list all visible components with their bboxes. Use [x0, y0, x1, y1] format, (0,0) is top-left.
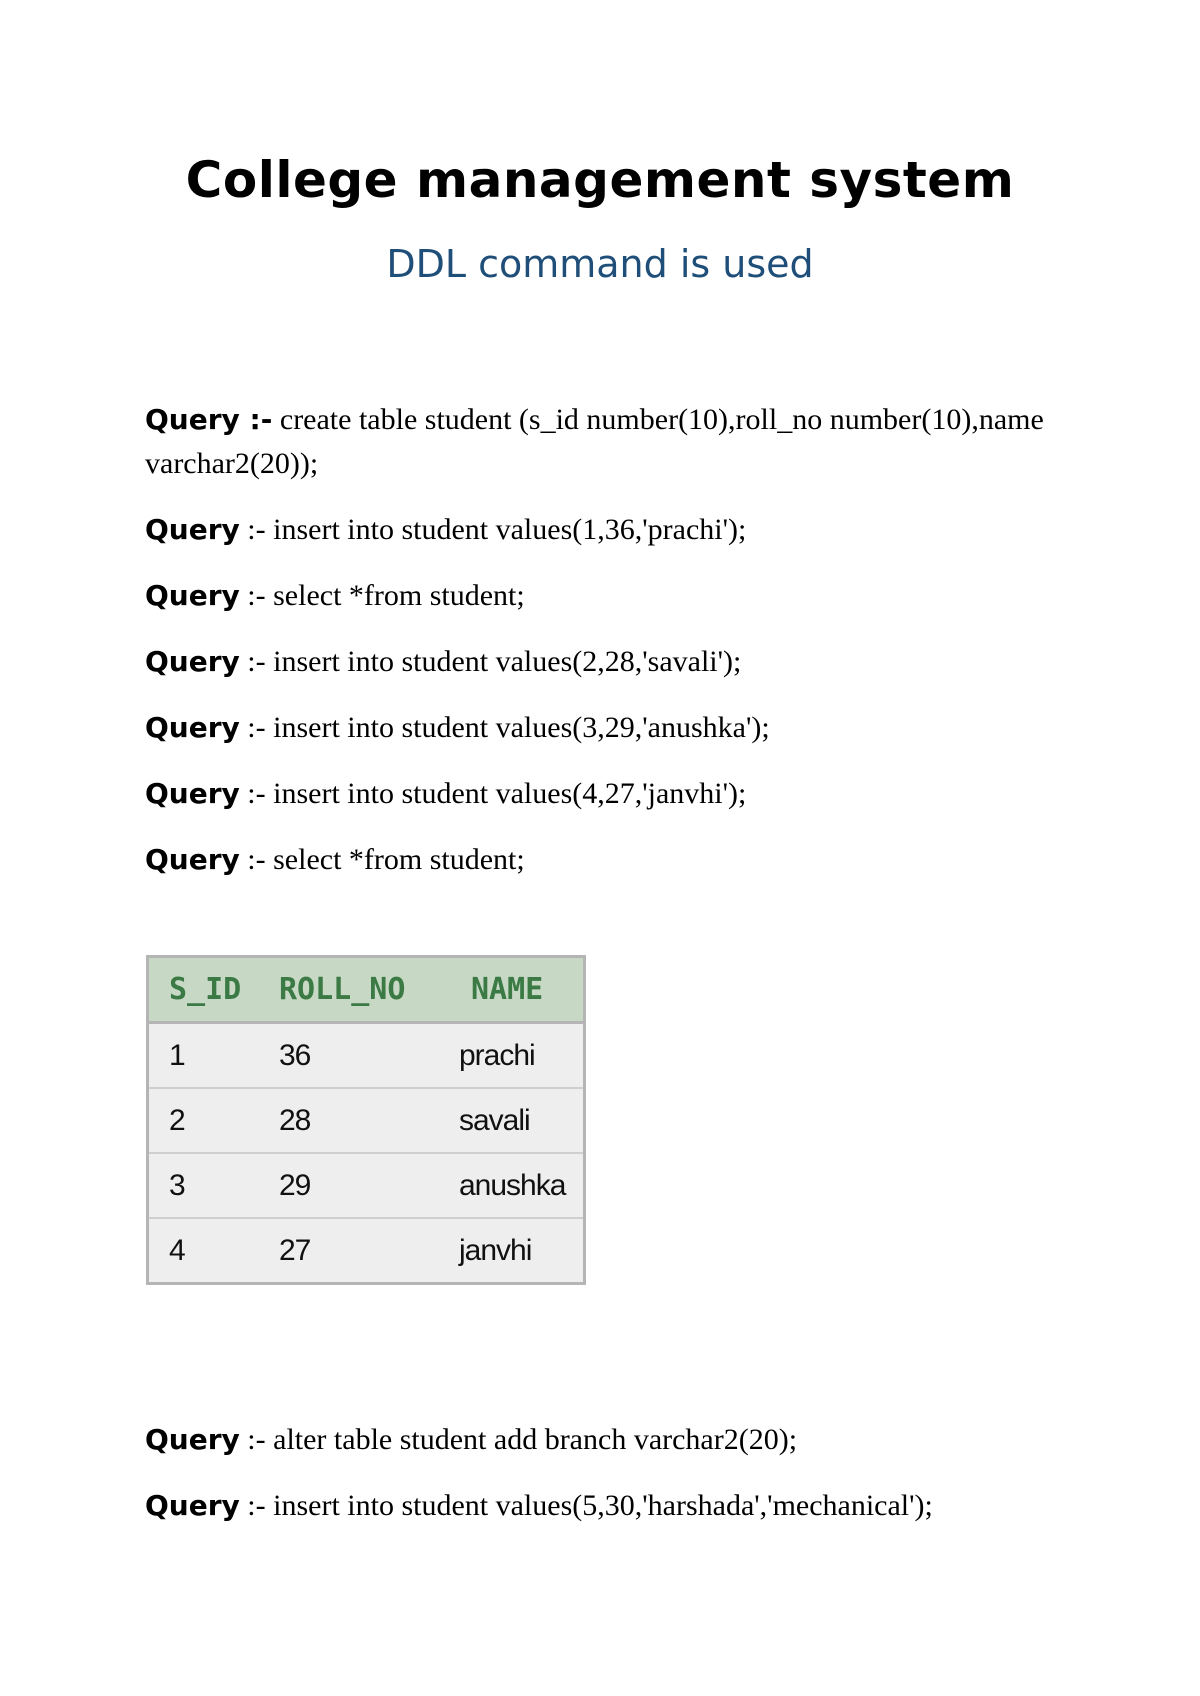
table-cell: prachi	[439, 1023, 585, 1089]
query-line	[145, 772, 1065, 816]
table-row	[148, 1218, 585, 1284]
query-line	[145, 838, 1065, 882]
page-title: College management system	[185, 151, 1015, 209]
query-separator: :-	[239, 1489, 266, 1522]
result-table	[146, 955, 586, 1285]
query-text: insert into student values(2,28,'savali');	[265, 645, 742, 678]
table-header-row	[148, 957, 585, 1023]
table-cell: 4	[148, 1218, 260, 1284]
query-separator: :-	[239, 403, 273, 436]
table-cell: 3	[148, 1153, 260, 1218]
column-header-roll-no: ROLL_NO	[259, 957, 439, 1023]
query-line	[145, 1484, 1065, 1528]
table-cell: 2	[148, 1088, 260, 1153]
query-separator: :-	[239, 777, 266, 810]
query-line	[145, 1418, 1065, 1462]
query-label: Query	[145, 777, 240, 810]
query-label: Query	[145, 843, 240, 876]
query-text: select *from student;	[265, 843, 525, 876]
table-cell: 28	[259, 1088, 439, 1153]
query-label: Query	[145, 403, 240, 436]
query-text: insert into student values(5,30,'harshada','mechanical');	[265, 1489, 933, 1522]
column-header-s-id: S_ID	[148, 957, 260, 1023]
query-label: Query	[145, 1489, 240, 1522]
query-separator: :-	[239, 1423, 266, 1456]
table-cell: 29	[259, 1153, 439, 1218]
query-text: select *from student;	[265, 579, 525, 612]
query-separator: :-	[239, 711, 266, 744]
query-line	[145, 574, 1065, 618]
column-header-name: NAME	[439, 957, 585, 1023]
table-cell: janvhi	[439, 1218, 585, 1284]
table-cell: 27	[259, 1218, 439, 1284]
query-line	[145, 640, 1065, 684]
query-label: Query	[145, 579, 240, 612]
query-separator: :-	[239, 843, 266, 876]
query-list	[145, 398, 1065, 904]
query-label: Query	[145, 645, 240, 678]
query-line	[145, 706, 1065, 750]
query-text: insert into student values(3,29,'anushka');	[265, 711, 770, 744]
table-row	[148, 1023, 585, 1089]
query-text: insert into student values(4,27,'janvhi');	[265, 777, 747, 810]
query-line	[145, 398, 1065, 486]
query-text: alter table student add branch varchar2(20);	[265, 1423, 798, 1456]
query-label: Query	[145, 513, 240, 546]
query-text: insert into student values(1,36,'prachi');	[265, 513, 747, 546]
query-list-bottom	[145, 1418, 1065, 1550]
query-separator: :-	[239, 579, 266, 612]
table-cell: savali	[439, 1088, 585, 1153]
query-line	[145, 508, 1065, 552]
query-label: Query	[145, 711, 240, 744]
table-row	[148, 1153, 585, 1218]
table-cell: 36	[259, 1023, 439, 1089]
query-separator: :-	[239, 645, 266, 678]
page-subtitle: DDL command is used	[386, 242, 814, 286]
query-separator: :-	[239, 513, 266, 546]
table-row	[148, 1088, 585, 1153]
table-cell: anushka	[439, 1153, 585, 1218]
table-cell: 1	[148, 1023, 260, 1089]
query-text: create table student (s_id number(10),roll_no number(10),name varchar2(20));	[145, 403, 1044, 480]
query-label: Query	[145, 1423, 240, 1456]
